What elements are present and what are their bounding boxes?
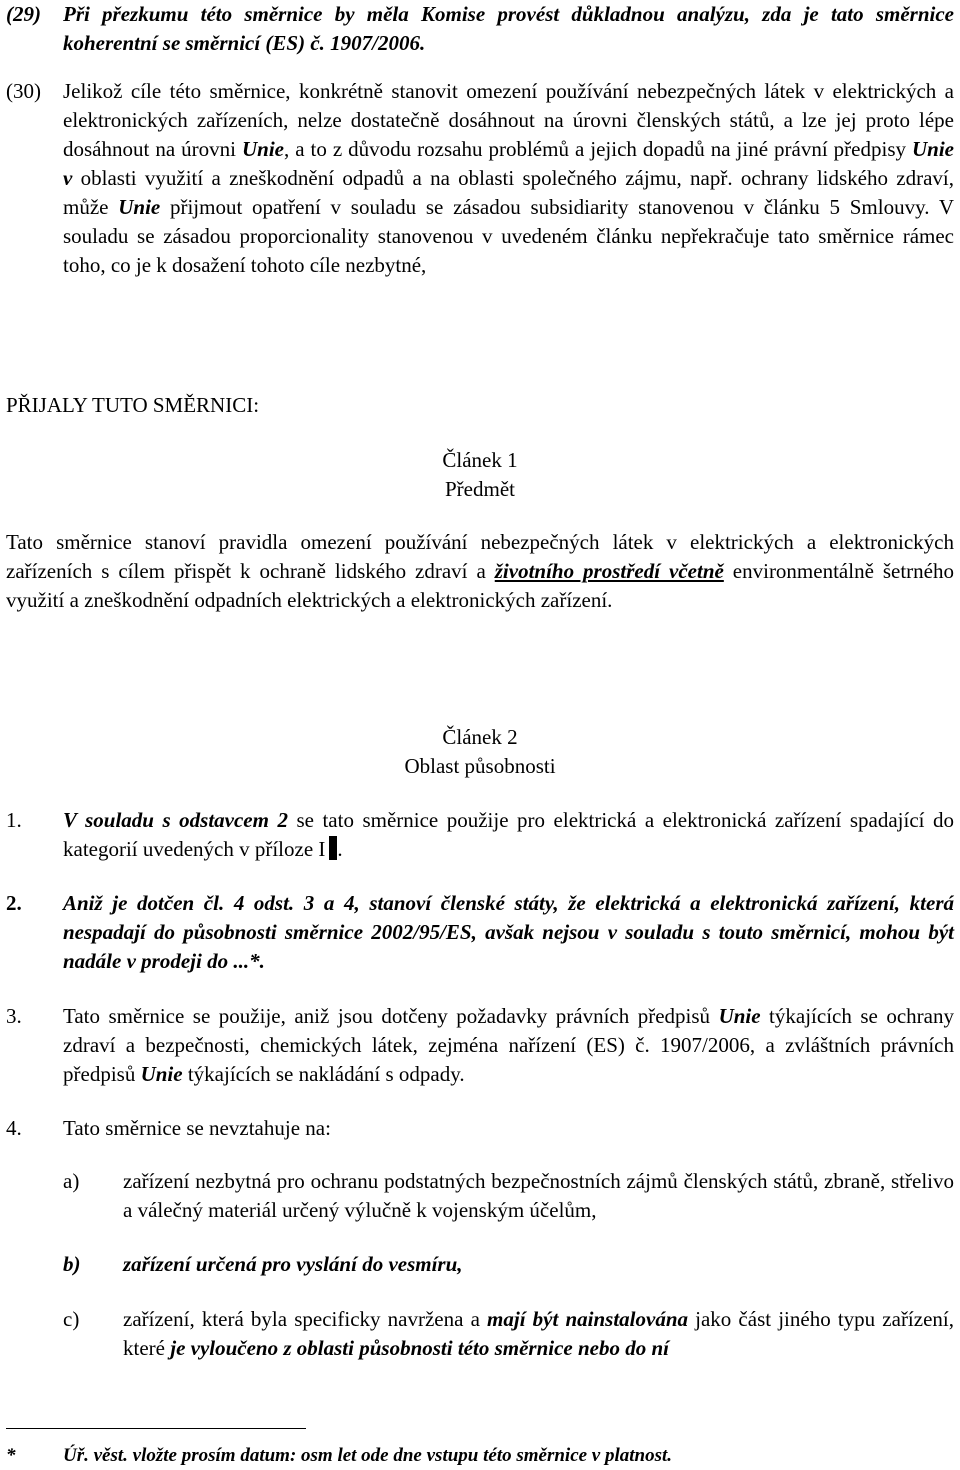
article-1-body [6, 528, 954, 615]
paragraph-text [63, 806, 954, 864]
point-a [63, 1167, 954, 1225]
point-text [123, 1305, 954, 1363]
recital-29 [6, 0, 954, 58]
point-letter: c) [63, 1307, 80, 1331]
text-run: jako část jiného typu zařízení, které [123, 1307, 954, 1360]
text-run: se tato směrnice použije pro elektrická a elektronická zařízení spadající do kategorií uvedených v příloze I [63, 808, 954, 861]
article-1-subtitle: Předmět [445, 477, 515, 501]
paragraph-text: Aniž je dotčen čl. 4 odst. 3 a 4, stanoví členské státy, že elektrická a elektronická zařízení, která nespadají do působnosti směrnice 2002/95/ES, avšak nejsou v souladu s touto směrnicí, mohou být nadále v prodeji do ...*. [63, 891, 954, 973]
paragraph-number: 4. [6, 1116, 22, 1140]
article-1-heading [6, 446, 954, 504]
text-run: týkajících se ochrany zdraví a bezpečnosti, chemických látek, zejména nařízení (ES) č. 1907/2006, a zvláštních právních předpisů [63, 1004, 954, 1086]
article-2-paragraph-1 [6, 806, 954, 864]
emphasis-run: životního prostředí včetně [494, 559, 724, 583]
paragraph-number: 3. [6, 1004, 22, 1028]
emphasis-run: Unie v [63, 137, 954, 190]
text-run: přijmout opatření v souladu se zásadou subsidiarity stanovenou v článku 5 Smlouvy. V souladu se zásadou proporcionality stanovenou v uvedeném článku nepřekračuje tato směrnice rámec toho, co je k dosažení tohoto cíle nezbytné, [63, 195, 954, 277]
text-run: oblasti využití a zneškodnění odpadů a na oblasti společného zájmu, např. ochrany lidského zdraví, může [63, 166, 954, 219]
article-1-title: Článek 1 [442, 448, 518, 472]
recital-text [63, 77, 954, 280]
article-2-paragraph-3 [6, 1002, 954, 1089]
text-run: Tato směrnice se použije, aniž jsou dotčeny požadavky právních předpisů [63, 1004, 719, 1028]
paragraph-number: 1. [6, 808, 22, 832]
text-run: Tato směrnice stanoví pravidla omezení používání nebezpečných látek v elektrických a elektronických zařízeních s cílem přispět k ochraně lidského zdraví a [6, 530, 954, 583]
article-2-heading [6, 723, 954, 781]
emphasis-run: Unie [718, 1004, 761, 1028]
point-letter: b) [63, 1252, 81, 1276]
recital-text: Při přezkumu této směrnice by měla Komise provést důkladnou analýzu, zda je tato směrnice koherentní se směrnicí (ES) č. 1907/2006. [63, 2, 954, 55]
point-letter: a) [63, 1169, 80, 1193]
footnote-text: Úř. věst. vložte prosím datum: osm let ode dne vstupu této směrnice v platnost. [63, 1445, 673, 1466]
text-run: Jelikož cíle této směrnice, konkrétně stanovit omezení používání nebezpečných látek v elektrických a elektronických zařízeních, nelze dostatečně dosáhnout na úrovni členských států, a lze jej proto lépe dosáhnout na úrovni [63, 79, 954, 161]
recital-number: (29) [6, 2, 41, 26]
text-run: , a to z důvodu rozsahu problémů a jejich dopadů na jiné právní předpisy [283, 137, 912, 161]
article-2-paragraph-4 [6, 1114, 954, 1143]
point-text: zařízení nezbytná pro ochranu podstatných bezpečnostních zájmů členských států, zbraně, střelivo a válečný materiál určený výlučně k vojenským účelům, [123, 1169, 954, 1222]
text-run: . [337, 837, 343, 861]
emphasis-run: Unie [140, 1062, 183, 1086]
recital-30 [6, 77, 954, 280]
point-c [63, 1305, 954, 1363]
adopted-heading: PŘIJALY TUTO SMĚRNICI: [6, 393, 260, 417]
article-2-title: Článek 2 [442, 725, 518, 749]
paragraph-text [63, 1002, 954, 1089]
article-2-subtitle: Oblast působnosti [404, 754, 556, 778]
point-text: zařízení určená pro vyslání do vesmíru, [123, 1252, 463, 1276]
text-run: environmentálně šetrného využití a zneškodnění odpadních elektrických a elektronických zařízení. [6, 559, 954, 612]
emphasis-run: Unie [118, 195, 161, 219]
emphasis-run: V souladu s odstavcem 2 [63, 808, 288, 832]
emphasis-run: mají být nainstalována [487, 1307, 688, 1331]
emphasis-run: Unie [241, 137, 284, 161]
footnote-separator [6, 1428, 306, 1429]
paragraph-text: Tato směrnice se nevztahuje na: [63, 1116, 331, 1140]
recital-number: (30) [6, 79, 41, 103]
text-run: zařízení, která byla specificky navržena a [123, 1307, 488, 1331]
footnote-mark: * [6, 1445, 16, 1466]
article-2-paragraph-2 [6, 889, 954, 976]
text-run: týkajících se nakládání s odpady. [182, 1062, 465, 1086]
emphasis-run: je vyloučeno z oblasti působnosti této směrnice nebo do ní [170, 1336, 669, 1360]
paragraph-number: 2. [6, 891, 22, 915]
footnote [6, 1441, 954, 1470]
point-b [63, 1250, 954, 1279]
